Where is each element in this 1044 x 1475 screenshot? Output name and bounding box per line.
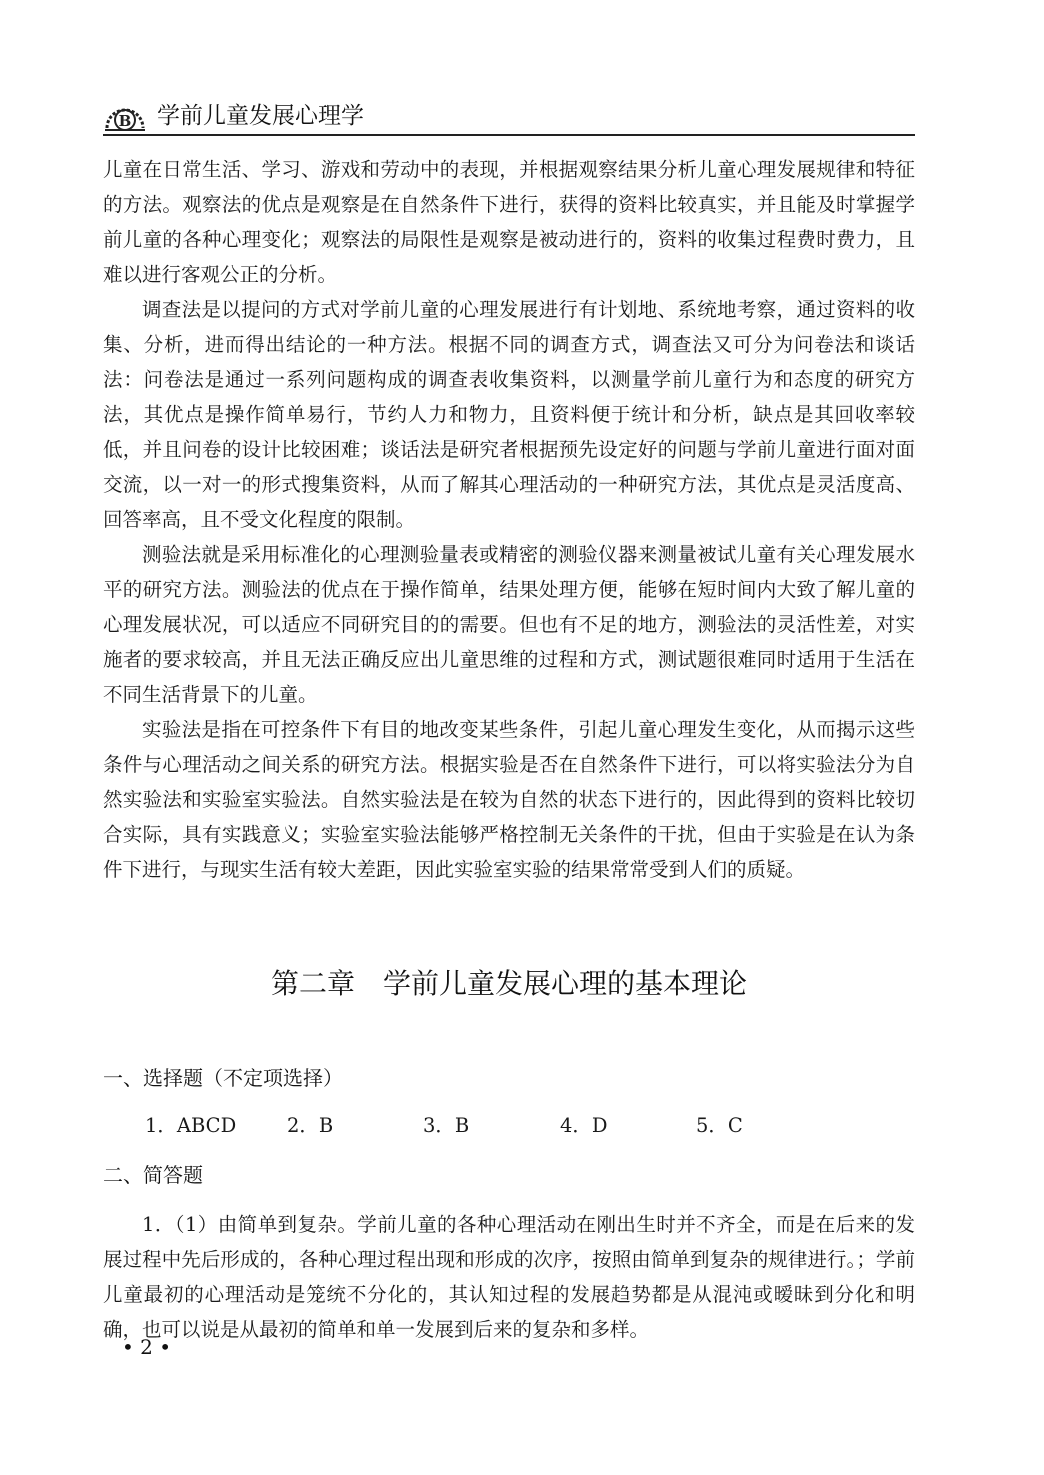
publisher-logo-icon	[103, 100, 147, 132]
body-text	[103, 152, 915, 887]
book-title: 学前儿童发展心理学	[157, 103, 364, 129]
page-number: • 2 •	[122, 1335, 172, 1359]
svg-text:B: B	[118, 112, 132, 130]
running-header	[103, 100, 915, 136]
paragraph-survey: 调查法是以提问的方式对学前儿童的心理发展进行有计划地、系统地考察，通过资料的收集、分析，进而得出结论的一种方法。根据不同的调查方式，调查法又可分为问卷法和谈话法：问卷法是通过一系列问题构成的调查表收集资料，以测量学前儿童行为和态度的研究方法，其优点是操作简单易行，节约人力和物力，且资料便于统计和分析，缺点是其回收率较低，并且问卷的设计比较困难；谈话法是研究者根据预先设定好的问题与学前儿童进行面对面交流，以一对一的形式搜集资料，从而了解其心理活动的一种研究方法，其优点是灵活度高、回答率高，且不受文化程度的限制。	[103, 298, 915, 531]
section-heading-short-answer: 二、简答题	[103, 1163, 203, 1187]
answer-1: 1．ABCD	[145, 1114, 237, 1137]
answer-5: 5．C	[696, 1114, 743, 1137]
paragraph-experiment: 实验法是指在可控条件下有目的地改变某些条件，引起儿童心理发生变化，从而揭示这些条件与心理活动之间关系的研究方法。根据实验是否在自然条件下进行，可以将实验法分为自然实验法和实验室实验法。自然实验法是在较为自然的状态下进行的，因此得到的资料比较切合实际，具有实践意义；实验室实验法能够严格控制无关条件的干扰，但由于实验是在认为条件下进行，与现实生活有较大差距，因此实验室实验的结果常常受到人们的质疑。	[103, 718, 915, 881]
answer-3: 3．B	[423, 1114, 470, 1137]
section-heading-multiple-choice: 一、选择题（不定项选择）	[103, 1066, 343, 1090]
short-answer-1	[103, 1207, 915, 1347]
paragraph-test: 测验法就是采用标准化的心理测验量表或精密的测验仪器来测量被试儿童有关心理发展水平的研究方法。测验法的优点在于操作简单，结果处理方便，能够在短时间内大致了解儿童的心理发展状况，可以适应不同研究目的的需要。但也有不足的地方，测验法的灵活性差，对实施者的要求较高，并且无法正确反应出儿童思维的过程和方式，测试题很难同时适用于生活在不同生活背景下的儿童。	[103, 543, 915, 706]
paragraph-observation: 儿童在日常生活、学习、游戏和劳动中的表现，并根据观察结果分析儿童心理发展规律和特征的方法。观察法的优点是观察是在自然条件下进行，获得的资料比较真实，并且能及时掌握学前儿童的各种心理变化；观察法的局限性是观察是被动进行的，资料的收集过程费时费力，且难以进行客观公正的分析。	[103, 158, 915, 286]
answer-paragraph: 1．（1）由简单到复杂。学前儿童的各种心理活动在刚出生时并不齐全，而是在后来的发展过程中先后形成的，各种心理过程出现和形成的次序，按照由简单到复杂的规律进行。；学前儿童最初的心理活动是笼统不分化的，其认知过程的发展趋势都是从混沌或暧昧到分化和明确，也可以说是从最初的简单和单一发展到后来的复杂和多样。	[103, 1213, 915, 1341]
chapter-title: 第二章 学前儿童发展心理的基本理论	[270, 967, 747, 1000]
answer-4: 4．D	[560, 1114, 608, 1137]
answer-2: 2．B	[287, 1114, 334, 1137]
